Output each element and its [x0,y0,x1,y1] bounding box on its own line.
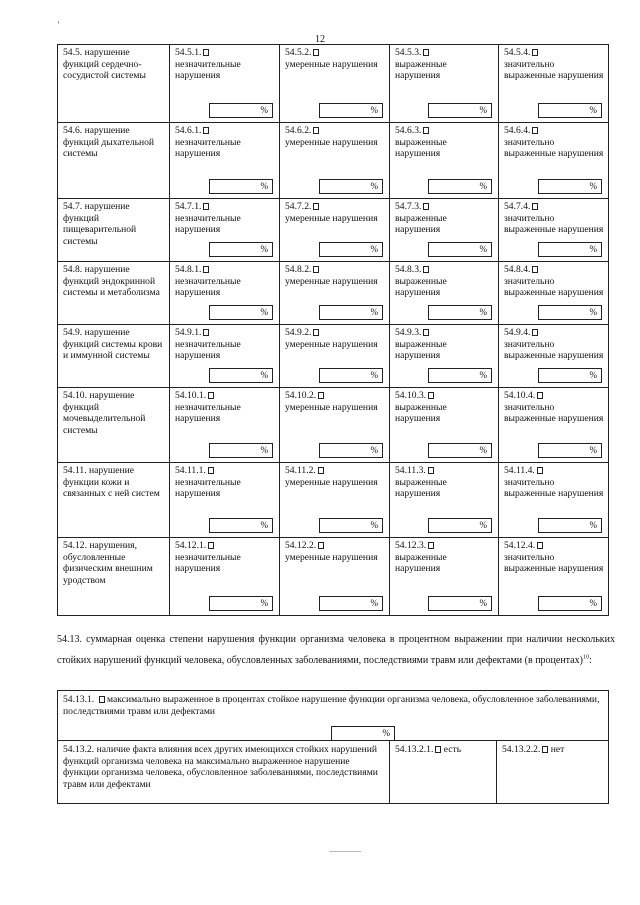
severity-checkbox[interactable] [428,467,434,474]
percent-input[interactable]: % [209,179,273,194]
severity-option-text: незначительные нарушения [175,476,241,500]
severity-option-text: незначительные нарушения [175,212,241,236]
severity-option-cell [170,45,280,123]
severity-checkbox[interactable] [532,127,538,134]
severity-option-cell [390,463,499,538]
impairment-label-cell [58,262,170,325]
severity-option-cell [280,123,390,199]
paragraph-54-13-text: 54.13. суммарная оценка степени нарушения функции организма человека в процентном выражении при наличии нескольких стойких нарушений функций человека, обусловленных заболеваниями, последствиями травм или дефектами (в процентах) [57,634,615,666]
severity-option-code: 54.12.4. [504,540,536,551]
severity-checkbox[interactable] [313,49,319,56]
severity-option-code: 54.11.2. [285,465,316,476]
severity-option-code: 54.12.2. [285,540,317,551]
impairment-label: 54.6. нарушение функций дыхательной системы [63,125,155,160]
severity-option-cell [390,538,499,616]
percent-input[interactable]: % [428,179,492,194]
percent-input[interactable]: % [319,518,383,533]
impairment-row [58,123,609,199]
summary-influence-text: 54.13.2. наличие факта влияния всех других имеющихся стойких нарушений функций организма человека на максимально выраженное нарушение функции организма человека, обусловленное заболеваниями, последствиями травм или дефектами [63,744,378,790]
severity-option-code: 54.6.2. [285,125,312,136]
severity-checkbox[interactable] [203,49,209,56]
percent-input[interactable]: % [319,242,383,257]
impairment-label-cell [58,538,170,616]
severity-option-code: 54.9.3. [395,327,422,338]
severity-option-text: незначительные нарушения [175,401,241,425]
severity-option-text: значительно выраженные нарушения [504,58,604,82]
severity-option-text: значительно выраженные нарушения [504,136,604,160]
severity-option-text: значительно выраженные нарушения [504,401,604,425]
percent-input[interactable]: % [209,443,273,458]
severity-checkbox[interactable] [208,467,214,474]
severity-option-text: умеренные нарушения [285,401,378,413]
severity-checkbox[interactable] [423,49,429,56]
impairment-row [58,199,609,262]
severity-checkbox[interactable] [423,127,429,134]
severity-option-code: 54.6.1. [175,125,202,136]
severity-option-code: 54.11.1. [175,465,206,476]
severity-option-text: выраженные нарушения [395,275,447,299]
severity-option-cell [390,325,499,388]
percent-input[interactable]: % [538,242,602,257]
severity-option-cell [390,123,499,199]
severity-option-code: 54.9.2. [285,327,312,338]
summary-yes-cell [390,741,497,804]
severity-option-cell [280,325,390,388]
impairment-label: 54.7. нарушение функций пищеварительной системы [63,201,137,247]
footnote-ref: 10 [582,654,589,661]
severity-option-text: незначительные нарушения [175,338,241,362]
severity-checkbox[interactable] [532,203,538,210]
impairment-table [57,44,609,616]
summary-no-cell [497,741,609,804]
percent-input[interactable]: % [428,305,492,320]
severity-option-code: 54.9.4. [504,327,531,338]
severity-option-text: умеренные нарушения [285,551,378,563]
severity-option-cell [170,463,280,538]
severity-option-cell [280,45,390,123]
severity-option-text: значительно выраженные нарушения [504,476,604,500]
severity-checkbox[interactable] [532,49,538,56]
severity-checkbox[interactable] [203,266,209,273]
severity-option-code: 54.5.2. [285,47,312,58]
severity-checkbox[interactable] [313,329,319,336]
impairment-label: 54.11. нарушение функции кожи и связанных с ней систем [63,465,160,500]
severity-option-code: 54.7.4. [504,201,531,212]
impairment-row [58,538,609,616]
severity-option-text: выраженные нарушения [395,136,447,160]
percent-input[interactable]: % [428,443,492,458]
impairment-row [58,388,609,463]
severity-option-code: 54.5.4. [504,47,531,58]
percent-input[interactable]: % [209,596,273,611]
severity-checkbox[interactable] [423,203,429,210]
severity-option-cell [280,262,390,325]
severity-checkbox[interactable] [203,203,209,210]
severity-option-code: 54.12.3. [395,540,427,551]
severity-option-text: выраженные нарушения [395,551,447,575]
severity-checkbox[interactable] [537,542,543,549]
severity-option-text: выраженные нарушения [395,476,447,500]
severity-option-text: значительно выраженные нарушения [504,275,604,299]
percent-input[interactable]: % [428,368,492,383]
severity-option-text: незначительные нарушения [175,275,241,299]
percent-input[interactable]: % [319,103,383,118]
percent-input[interactable]: % [319,368,383,383]
bottom-rule [329,851,361,852]
severity-option-code: 54.6.3. [395,125,422,136]
percent-input[interactable]: % [428,103,492,118]
impairment-label: 54.12. нарушения, обусловленные физическим внешним уродством [63,540,153,586]
severity-option-cell [499,199,609,262]
percent-input[interactable]: % [538,368,602,383]
percent-input[interactable]: % [209,242,273,257]
severity-option-text: умеренные нарушения [285,275,378,287]
impairment-label-cell [58,123,170,199]
severity-option-cell [499,325,609,388]
severity-option-text: выраженные нарушения [395,212,447,236]
severity-option-text: умеренные нарушения [285,58,378,70]
severity-option-cell [280,538,390,616]
severity-checkbox[interactable] [428,392,434,399]
impairment-label: 54.5. нарушение функций сердечно-сосудистой системы [63,47,146,82]
scan-mark: ' [58,20,60,29]
impairment-label-cell [58,463,170,538]
percent-input[interactable]: % [538,596,602,611]
impairment-label: 54.8. нарушение функций эндокринной системы и метаболизма [63,264,160,299]
impairment-label-cell [58,388,170,463]
severity-option-text: выраженные нарушения [395,338,447,362]
severity-option-code: 54.5.3. [395,47,422,58]
severity-option-code: 54.10.1. [175,390,207,401]
severity-option-cell [170,199,280,262]
summary-max-cell [58,691,609,741]
severity-option-code: 54.7.2. [285,201,312,212]
severity-checkbox[interactable] [313,266,319,273]
impairment-label-cell [58,325,170,388]
severity-checkbox[interactable] [208,392,214,399]
page-number: 12 [315,34,325,45]
severity-option-text: значительно выраженные нарушения [504,551,604,575]
severity-option-code: 54.7.1. [175,201,202,212]
summary-no-checkbox[interactable] [542,746,548,753]
summary-max-checkbox[interactable] [99,696,105,703]
impairment-label: 54.10. нарушение функций мочевыделительной системы [63,390,146,436]
severity-checkbox[interactable] [318,542,324,549]
severity-option-code: 54.7.3. [395,201,422,212]
severity-option-cell [499,262,609,325]
percent-input[interactable]: % [538,443,602,458]
severity-option-cell [390,199,499,262]
severity-option-cell [499,45,609,123]
severity-option-cell [499,123,609,199]
summary-max-text: максимально выраженное в процентах стойкое нарушение функции организма человека, обусловленное заболеваниями, последствиями травм или дефектами [63,694,600,717]
severity-option-code: 54.11.3. [395,465,426,476]
severity-option-text: выраженные нарушения [395,401,447,425]
percent-input[interactable]: % [428,518,492,533]
severity-option-cell [280,463,390,538]
summary-influence-cell [58,741,390,804]
percent-input[interactable]: % [209,305,273,320]
severity-option-code: 54.9.1. [175,327,202,338]
severity-option-text: умеренные нарушения [285,136,378,148]
severity-checkbox[interactable] [318,467,324,474]
percent-input[interactable]: % [538,103,602,118]
severity-checkbox[interactable] [313,127,319,134]
percent-input[interactable]: % [538,305,602,320]
severity-option-code: 54.8.3. [395,264,422,275]
severity-option-cell [280,199,390,262]
severity-option-cell [170,325,280,388]
severity-option-cell [170,123,280,199]
severity-option-code: 54.10.3. [395,390,427,401]
severity-option-text: значительно выраженные нарушения [504,338,604,362]
severity-option-code: 54.8.2. [285,264,312,275]
summary-yes-label: есть [443,744,462,755]
paragraph-54-13-suffix: : [588,654,592,666]
paragraph-54-13 [57,630,615,671]
severity-option-text: умеренные нарушения [285,338,378,350]
severity-option-cell [170,388,280,463]
severity-option-text: значительно выраженные нарушения [504,212,604,236]
severity-option-code: 54.8.4. [504,264,531,275]
percent-input[interactable]: % [209,103,273,118]
percent-input[interactable]: % [319,179,383,194]
severity-option-code: 54.12.1. [175,540,207,551]
severity-option-cell [280,388,390,463]
severity-checkbox[interactable] [203,127,209,134]
severity-checkbox[interactable] [423,266,429,273]
severity-option-text: умеренные нарушения [285,476,378,488]
percent-input[interactable]: % [209,368,273,383]
percent-input[interactable]: % [209,518,273,533]
severity-option-code: 54.11.4. [504,465,535,476]
severity-option-text: умеренные нарушения [285,212,378,224]
severity-option-code: 54.10.2. [285,390,317,401]
severity-option-cell [390,388,499,463]
severity-option-text: выраженные нарушения [395,58,447,82]
percent-input[interactable]: % [538,179,602,194]
impairment-row [58,325,609,388]
severity-checkbox[interactable] [532,329,538,336]
percent-input[interactable]: % [538,518,602,533]
impairment-row [58,45,609,123]
severity-checkbox[interactable] [318,392,324,399]
summary-no-label: нет [550,744,565,755]
impairment-row [58,262,609,325]
severity-option-code: 54.6.4. [504,125,531,136]
severity-checkbox[interactable] [537,392,543,399]
impairment-row [58,463,609,538]
percent-input[interactable]: % [428,242,492,257]
impairment-label: 54.9. нарушение функций системы крови и иммунной системы [63,327,163,362]
impairment-label-cell [58,199,170,262]
summary-yes-checkbox[interactable] [435,746,441,753]
severity-option-text: незначительные нарушения [175,136,241,160]
summary-yes-code: 54.13.2.1. [395,744,434,755]
severity-option-code: 54.10.4. [504,390,536,401]
severity-option-cell [170,262,280,325]
summary-table [57,690,609,804]
severity-checkbox[interactable] [313,203,319,210]
percent-input[interactable]: % [319,596,383,611]
percent-input[interactable]: % [319,443,383,458]
severity-checkbox[interactable] [208,542,214,549]
severity-checkbox[interactable] [537,467,543,474]
severity-option-cell [390,262,499,325]
severity-checkbox[interactable] [203,329,209,336]
severity-checkbox[interactable] [428,542,434,549]
severity-option-cell [499,538,609,616]
severity-option-code: 54.5.1. [175,47,202,58]
severity-checkbox[interactable] [423,329,429,336]
summary-no-code: 54.13.2.2. [502,744,541,755]
severity-option-text: незначительные нарушения [175,58,241,82]
severity-option-cell [170,538,280,616]
percent-input[interactable]: % [428,596,492,611]
summary-max-percent-input[interactable]: % [331,726,395,741]
summary-max-code: 54.13.1. [63,694,95,705]
impairment-label-cell [58,45,170,123]
severity-option-text: незначительные нарушения [175,551,241,575]
severity-option-cell [499,388,609,463]
severity-option-code: 54.8.1. [175,264,202,275]
severity-checkbox[interactable] [532,266,538,273]
severity-option-cell [390,45,499,123]
severity-option-cell [499,463,609,538]
percent-input[interactable]: % [319,305,383,320]
